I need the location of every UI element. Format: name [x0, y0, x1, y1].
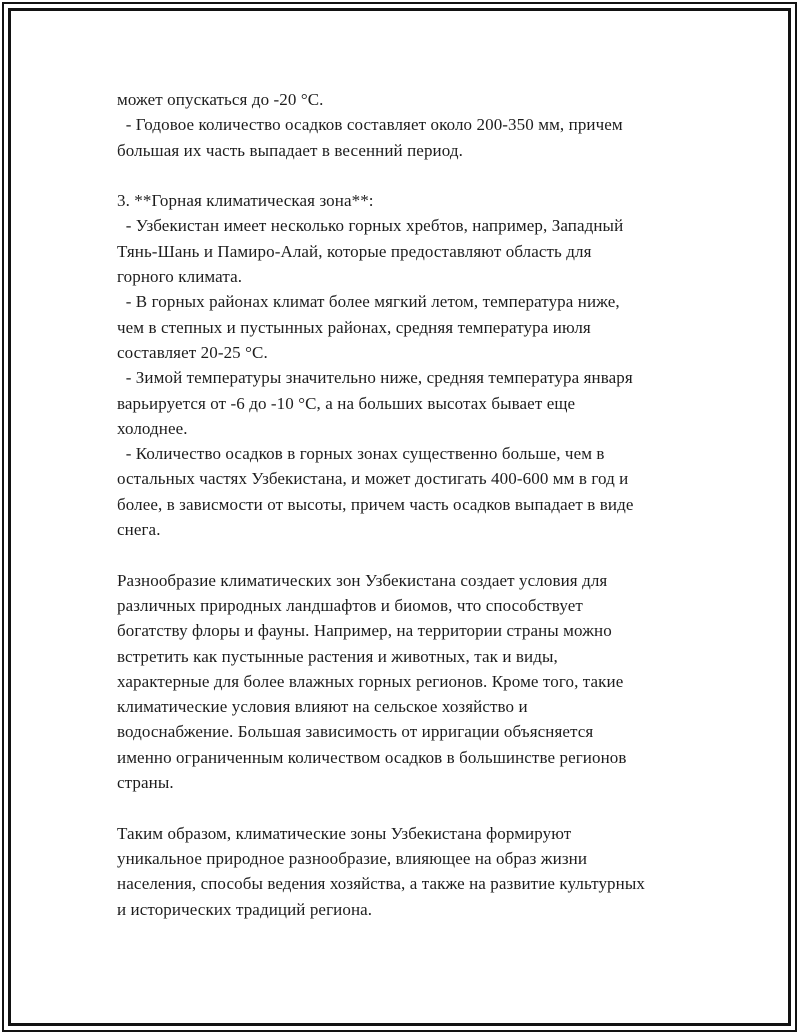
- paragraph-mountain-zone: [117, 188, 707, 542]
- text-line: водоснабжение. Большая зависимость от ирригации объясняется: [117, 722, 594, 742]
- text-line: - В горных районах климат более мягкий летом, температура ниже,: [117, 292, 620, 312]
- text-line: - Количество осадков в горных зонах существенно больше, чем в: [117, 444, 605, 464]
- text-line: - Узбекистан имеет несколько горных хребтов, например, Западный: [117, 216, 624, 236]
- text-line: встретить как пустынные растения и животных, так и виды,: [117, 646, 558, 666]
- text-line: различных природных ландшафтов и биомов, что способствует: [117, 595, 583, 615]
- section-heading-line: 3. **Горная климатическая зона**:: [117, 191, 374, 211]
- text-line: может опускаться до -20 °C.: [117, 90, 324, 109]
- text-line: населения, способы ведения хозяйства, а также на развитие культурных: [117, 874, 645, 894]
- text-line: снега.: [117, 520, 161, 540]
- text-line: и исторических традиций региона.: [117, 899, 373, 919]
- text-line: - Зимой температуры значительно ниже, средняя температура января: [117, 368, 633, 388]
- text-line: составляет 20-25 °C.: [117, 342, 268, 362]
- text-line: - Годовое количество осадков составляет около 200-350 мм, причем: [117, 115, 623, 135]
- paragraph-conclusion: [117, 821, 707, 922]
- text-line: страны.: [117, 773, 174, 793]
- document-text: [117, 87, 707, 922]
- paragraph-steppe-zone-continuation: [117, 87, 707, 163]
- text-line: Тянь-Шань и Памиро-Алай, которые предоставляют область для: [117, 241, 592, 261]
- text-line: богатству флоры и фауны. Например, на территории страны можно: [117, 621, 612, 641]
- text-line: характерные для более влажных горных регионов. Кроме того, такие: [117, 671, 624, 691]
- text-line: горного климата.: [117, 267, 243, 287]
- paragraph-climate-diversity: [117, 568, 707, 796]
- text-line: климатические условия влияют на сельское хозяйство и: [117, 697, 528, 717]
- text-line: остальных частях Узбекистана, и может достигать 400-600 мм в год и: [117, 469, 629, 489]
- text-line: Разнообразие климатических зон Узбекистана создает условия для: [117, 570, 608, 590]
- text-line: более, в зависмости от высоты, причем часть осадков выпадает в виде: [117, 494, 634, 514]
- text-line: холоднее.: [117, 418, 188, 438]
- text-line: Таким образом, климатические зоны Узбекистана формируют: [117, 823, 572, 843]
- text-line: именно ограниченным количеством осадков в большинстве регионов: [117, 747, 627, 767]
- text-line: варьируется от -6 до -10 °C, а на больших высотах бывает еще: [117, 393, 576, 413]
- text-line: большая их часть выпадает в весенний период.: [117, 140, 463, 160]
- text-line: уникальное природное разнообразие, влияющее на образ жизни: [117, 848, 588, 868]
- text-line: чем в степных и пустынных районах, средняя температура июля: [117, 317, 591, 337]
